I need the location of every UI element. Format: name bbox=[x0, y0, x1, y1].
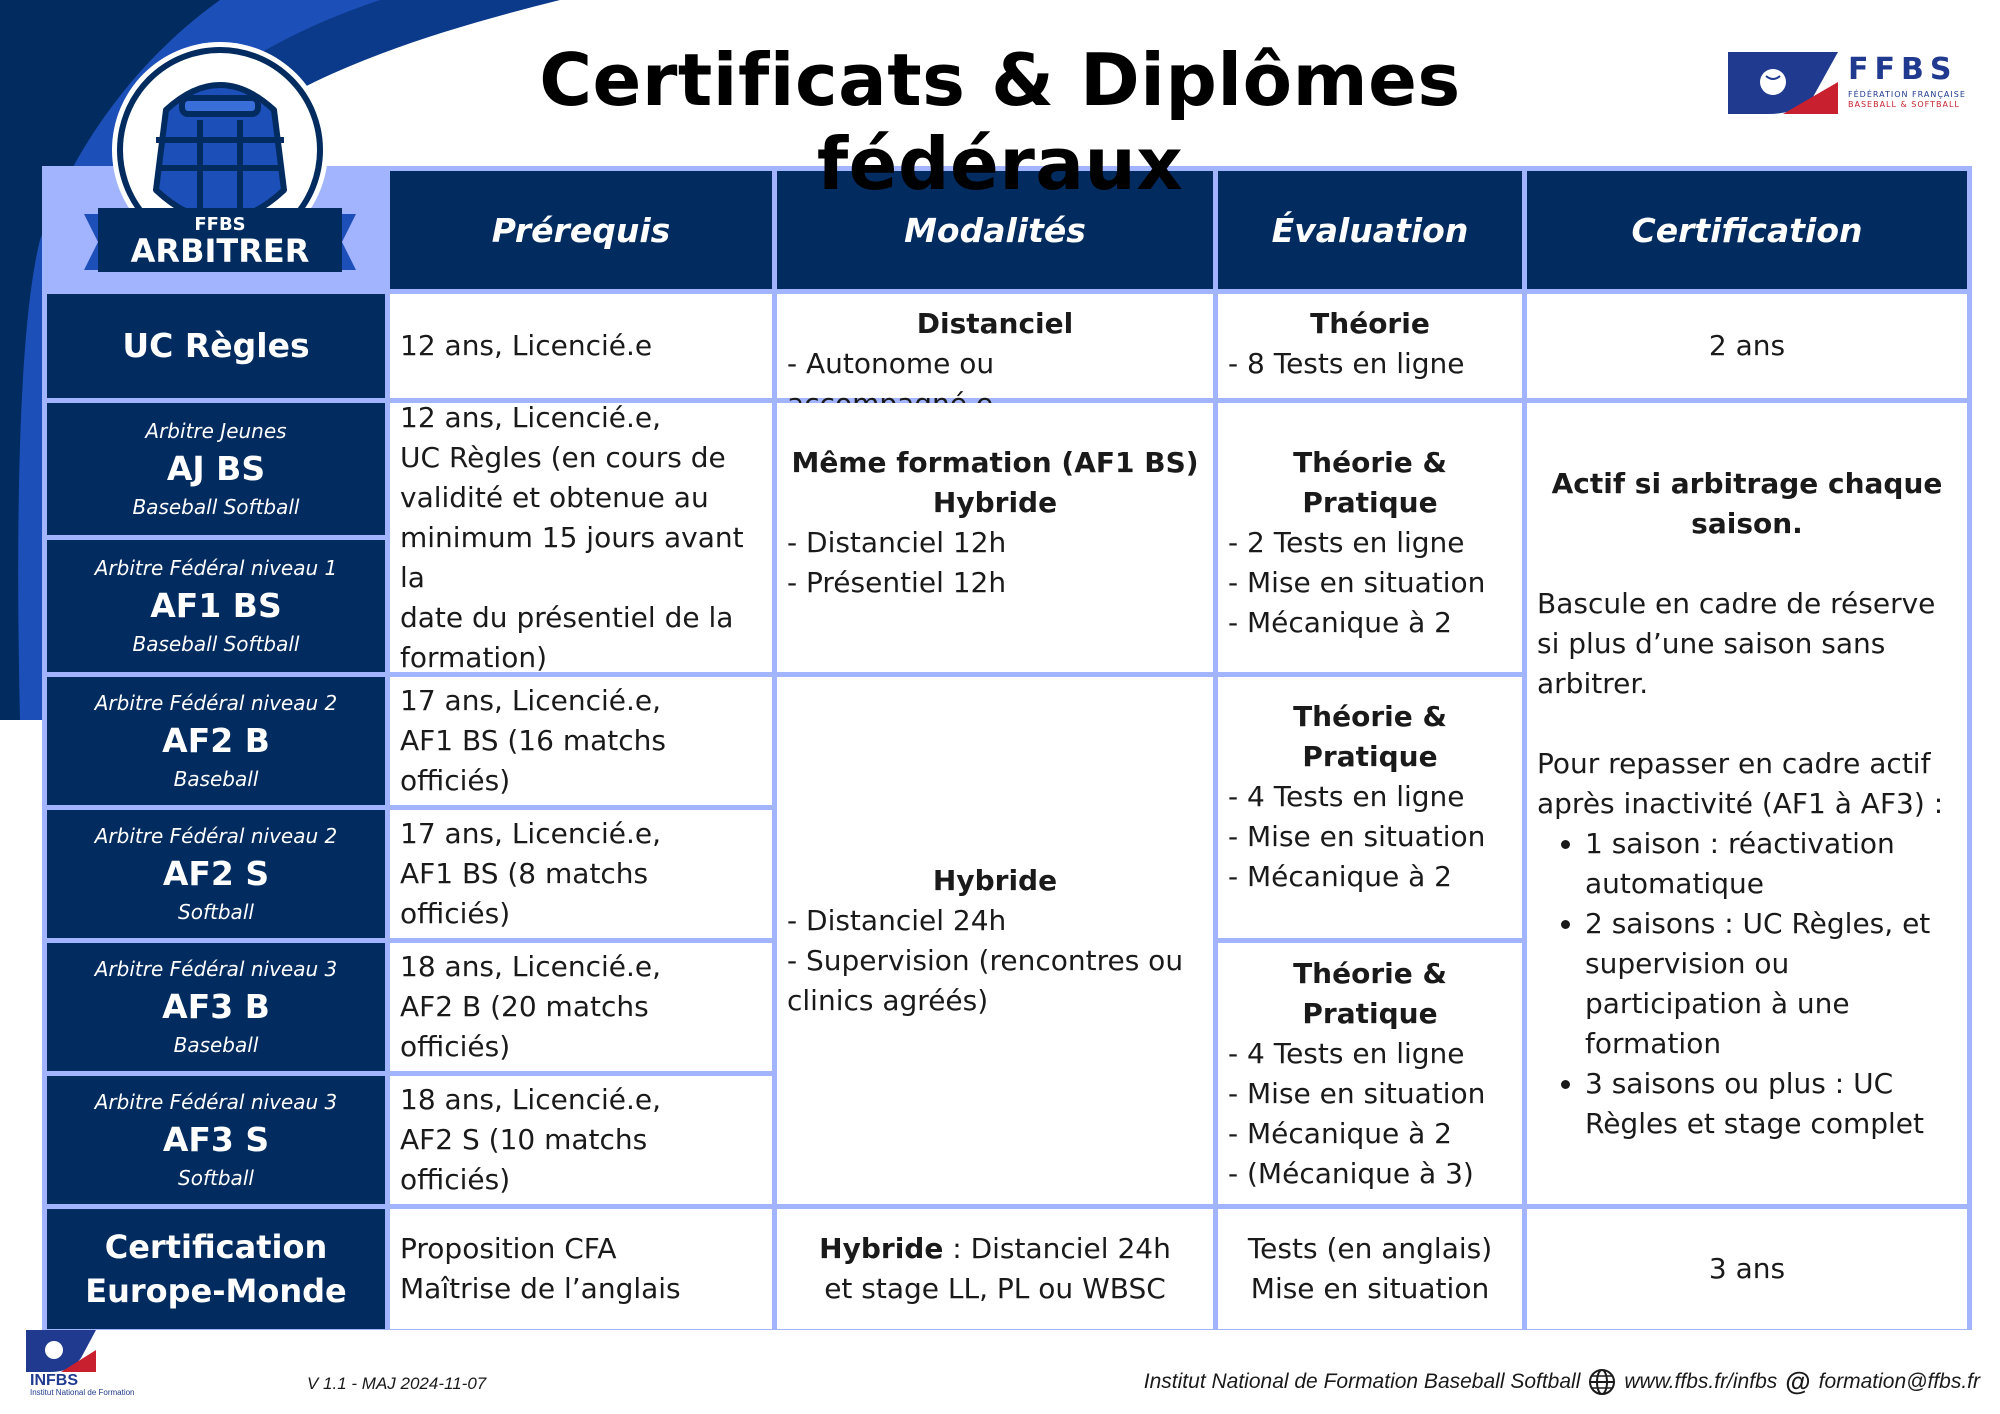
footer-contact bbox=[1100, 1366, 1980, 1397]
af3-evaluation: Théorie & Pratique - 4 Tests en ligne - Mise en situation - Mécanique à 2 - (Mécanique à 3) bbox=[1218, 943, 1522, 1204]
at-icon: @ bbox=[1785, 1366, 1811, 1396]
row-head-europe-monde: Certification Europe-Monde bbox=[47, 1209, 385, 1329]
header-prerequis: Prérequis bbox=[390, 171, 772, 289]
globe-icon bbox=[1588, 1368, 1616, 1396]
row-head-uc-regles: UC Règles bbox=[47, 294, 385, 398]
row-head-af3-b: Arbitre Fédéral niveau 3 AF3 B Baseball bbox=[47, 943, 385, 1071]
aj-af1-modalites: Même formation (AF1 BS) Hybride - Distanciel 12h - Présentiel 12h bbox=[777, 403, 1213, 672]
af3s-prereq: 18 ans, Licencié.e, AF2 S (10 matchs officiés) bbox=[390, 1076, 772, 1204]
header-evaluation: Évaluation bbox=[1218, 171, 1522, 289]
uc-prereq: 12 ans, Licencié.e bbox=[390, 294, 772, 398]
list-item: • 3 saisons ou plus : UC Règles et stage complet bbox=[1585, 1064, 1957, 1144]
website-link[interactable]: www.ffbs.fr/infbs bbox=[1624, 1369, 1778, 1393]
uc-evaluation: Théorie - 8 Tests en ligne bbox=[1218, 294, 1522, 398]
row-head-af1-bs: Arbitre Fédéral niveau 1 AF1 BS Baseball Softball bbox=[47, 540, 385, 672]
af2-evaluation: Théorie & Pratique - 4 Tests en ligne - Mise en situation - Mécanique à 2 bbox=[1218, 677, 1522, 938]
umpire-mask-icon bbox=[156, 85, 284, 220]
page-title: Certificats & Diplômes fédéraux bbox=[539, 38, 1461, 206]
infbs-logo: INFBS Institut National de Formation bbox=[26, 1330, 176, 1400]
af2b-prereq: 17 ans, Licencié.e, AF1 BS (16 matchs officiés) bbox=[390, 677, 772, 805]
ffbs-emblem-icon bbox=[1728, 52, 1838, 114]
row-head-aj-bs: Arbitre Jeunes AJ BS Baseball Softball bbox=[47, 403, 385, 535]
europe-modalites: Hybride : Distanciel 24h et stage LL, PL ou WBSC bbox=[777, 1209, 1213, 1329]
row-head-af2-b: Arbitre Fédéral niveau 2 AF2 B Baseball bbox=[47, 677, 385, 805]
badge-label: ARBITRER bbox=[130, 232, 310, 270]
main-certification: Actif si arbitrage chaque saison. Bascule en cadre de réserve si plus d’une saison sans arbitrer. Pour repasser en cadre actif après inactivité (AF1 à AF3) : • 1 saison : réactivation automatique • 2 saisons : UC Règles, et supervision ou participation à une formation • 3 saisons ou plus : UC Règles et stage complet bbox=[1527, 403, 1967, 1204]
af3b-prereq: 18 ans, Licencié.e, AF2 B (20 matchs officiés) bbox=[390, 943, 772, 1071]
europe-prereq: Proposition CFA Maîtrise de l’anglais bbox=[390, 1209, 772, 1329]
europe-evaluation: Tests (en anglais) Mise en situation bbox=[1218, 1209, 1522, 1329]
row-head-af2-s: Arbitre Fédéral niveau 2 AF2 S Softball bbox=[47, 810, 385, 938]
list-item: • 2 saisons : UC Règles, et supervision ou participation à une formation bbox=[1585, 904, 1957, 1064]
uc-modalites: Distanciel - Autonome ou bbox=[777, 294, 1213, 398]
reactivation-list bbox=[1585, 824, 1957, 1144]
arbitrer-badge bbox=[84, 40, 356, 290]
infbs-emblem-icon bbox=[26, 1330, 96, 1372]
certificates-table bbox=[42, 166, 1972, 1330]
row-head-af3-s: Arbitre Fédéral niveau 3 AF3 S Softball bbox=[47, 1076, 385, 1204]
header-certification: Certification bbox=[1527, 171, 1967, 289]
institute-name: Institut National de Formation Baseball Softball bbox=[1143, 1369, 1581, 1393]
aj-af1-evaluation: Théorie & Pratique - 2 Tests en ligne - Mise en situation - Mécanique à 2 bbox=[1218, 403, 1522, 672]
uc-certification: 2 ans bbox=[1527, 294, 1967, 398]
email-link[interactable]: formation@ffbs.fr bbox=[1818, 1369, 1980, 1393]
af2s-prereq: 17 ans, Licencié.e, AF1 BS (8 matchs officiés) bbox=[390, 810, 772, 938]
list-item: • 1 saison : réactivation automatique bbox=[1585, 824, 1957, 904]
header-modalites: Modalités bbox=[777, 171, 1213, 289]
ffbs-logo-text: FFBS bbox=[1848, 52, 1958, 87]
af-modalites: Hybride - Distanciel 24h - Supervision (rencontres ou clinics agréés) bbox=[777, 677, 1213, 1204]
aj-af1-prereq: 12 ans, Licencié.e, UC Règles (en cours de validité et obtenue au minimum 15 jours avant la date du présentiel de la formation) bbox=[390, 403, 772, 672]
ffbs-logo-sub: FÉDÉRATION FRANÇAISE BASEBALL & SOFTBALL bbox=[1848, 90, 1966, 109]
europe-certification: 3 ans bbox=[1527, 1209, 1967, 1329]
badge-org: FFBS bbox=[194, 214, 246, 235]
ffbs-logo bbox=[1728, 52, 1978, 116]
version-label: V 1.1 - MAJ 2024-11-07 bbox=[307, 1374, 487, 1393]
